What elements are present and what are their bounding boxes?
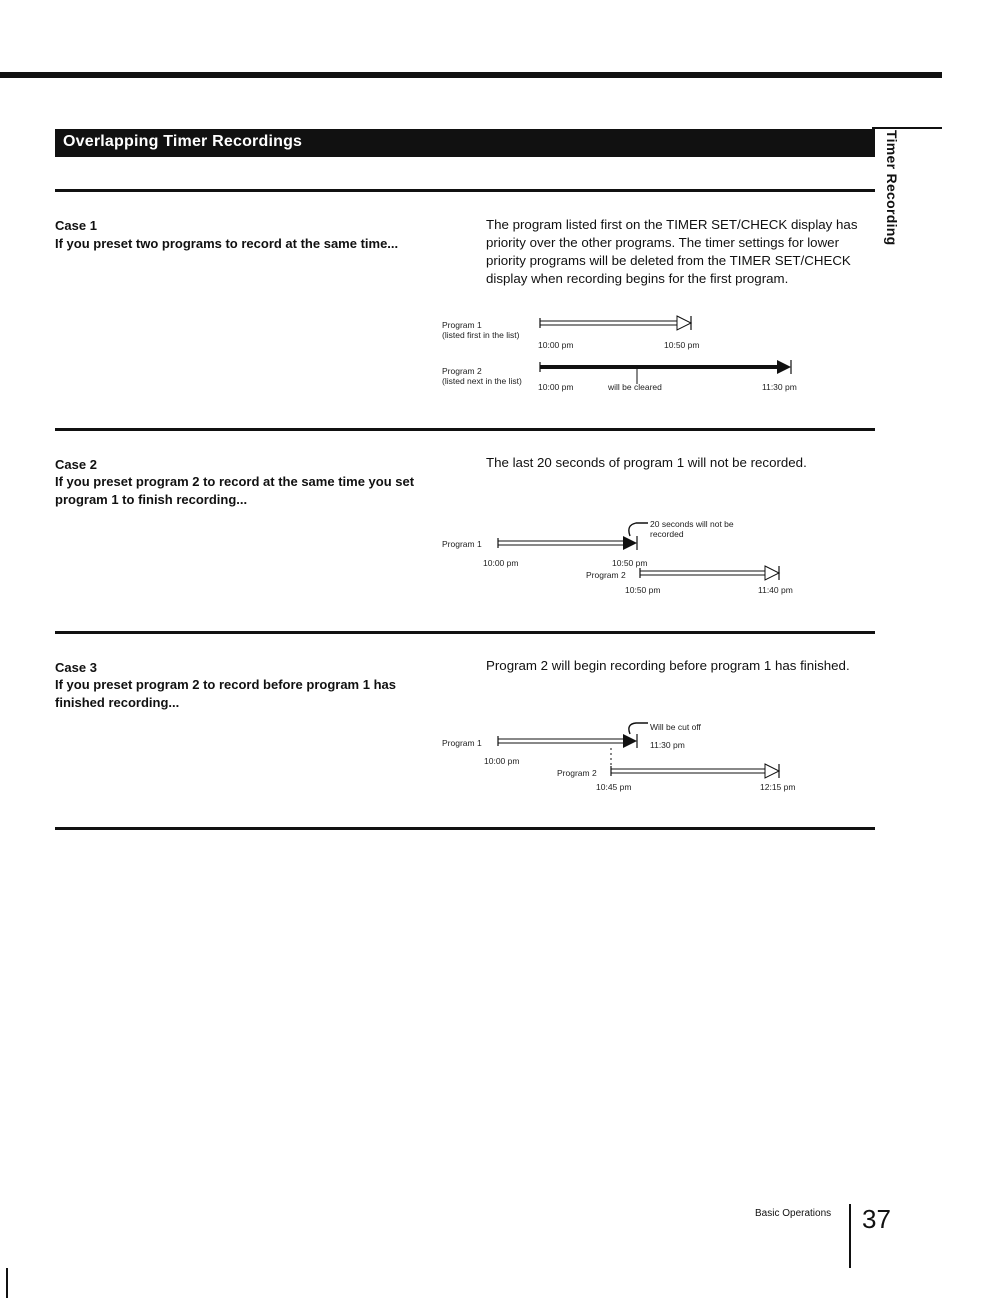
case3-description: Program 2 will begin recording before program 1 has finished. bbox=[486, 658, 850, 673]
case3-condition: If you preset program 2 to record before program 1 has finished recording... bbox=[55, 677, 396, 710]
case1-program2-note: (listed next in the list) bbox=[442, 376, 522, 386]
case2-program2-label: Program 2 bbox=[586, 570, 626, 580]
case1-condition: If you preset two programs to record at the same time... bbox=[55, 236, 399, 251]
bottom-divider bbox=[55, 827, 875, 830]
case3-program1-bar bbox=[498, 723, 648, 766]
case3-program2-bar bbox=[611, 764, 779, 778]
case3-program2-start: 10:45 pm bbox=[596, 782, 632, 792]
section-title: Overlapping Timer Recordings bbox=[63, 133, 303, 150]
case1-program1-label: Program 1 bbox=[442, 320, 482, 330]
binding-mark bbox=[6, 1268, 8, 1298]
case1-description: The program listed first on the TIMER SET/CHECK display has priority over the other programs. The timer settings for lower priority programs will be deleted from the TIMER SET/CHECK display when recording begins for the first program. bbox=[486, 217, 858, 286]
case3-program2-end: 12:15 pm bbox=[760, 782, 796, 792]
case1-program2-cleared: will be cleared bbox=[608, 382, 662, 392]
case2-program2-end: 11:40 pm bbox=[758, 585, 793, 595]
case2-condition: If you preset program 2 to record at the same time you set program 1 to finish recording... bbox=[55, 474, 415, 507]
case3-label: Case 3 bbox=[55, 660, 97, 675]
case2-label: Case 2 bbox=[55, 457, 97, 472]
case2-program1-end: 10:50 pm bbox=[612, 558, 648, 568]
case3-callout: Will be cut off bbox=[650, 722, 701, 732]
side-tab-label: Timer Recording bbox=[884, 130, 900, 246]
case1-label: Case 1 bbox=[55, 218, 97, 233]
case1-program1-note: (listed first in the list) bbox=[442, 330, 520, 340]
case1-program1-start: 10:00 pm bbox=[538, 340, 574, 350]
case3-program1-label: Program 1 bbox=[442, 738, 482, 748]
case3-program1-cut: 11:30 pm bbox=[650, 740, 685, 750]
case2-program1-label: Program 1 bbox=[442, 539, 482, 549]
footer-section: Basic Operations bbox=[755, 1208, 832, 1219]
case1-program2-label: Program 2 bbox=[442, 366, 482, 376]
case1-program2-start: 10:00 pm bbox=[538, 382, 574, 392]
case2-program2-start: 10:50 pm bbox=[625, 585, 661, 595]
case2-program1-start: 10:00 pm bbox=[483, 558, 519, 568]
footer-separator bbox=[849, 1204, 851, 1268]
page-number: 37 bbox=[862, 1204, 891, 1234]
case3-program2-label: Program 2 bbox=[557, 768, 597, 778]
case2-callout: 20 seconds will not be recorded bbox=[650, 519, 734, 539]
case1-program1-end: 10:50 pm bbox=[664, 340, 700, 350]
case1-program2-end: 11:30 pm bbox=[762, 382, 797, 392]
case2-description: The last 20 seconds of program 1 will not be recorded. bbox=[486, 455, 807, 470]
case3-program1-start: 10:00 pm bbox=[484, 756, 520, 766]
